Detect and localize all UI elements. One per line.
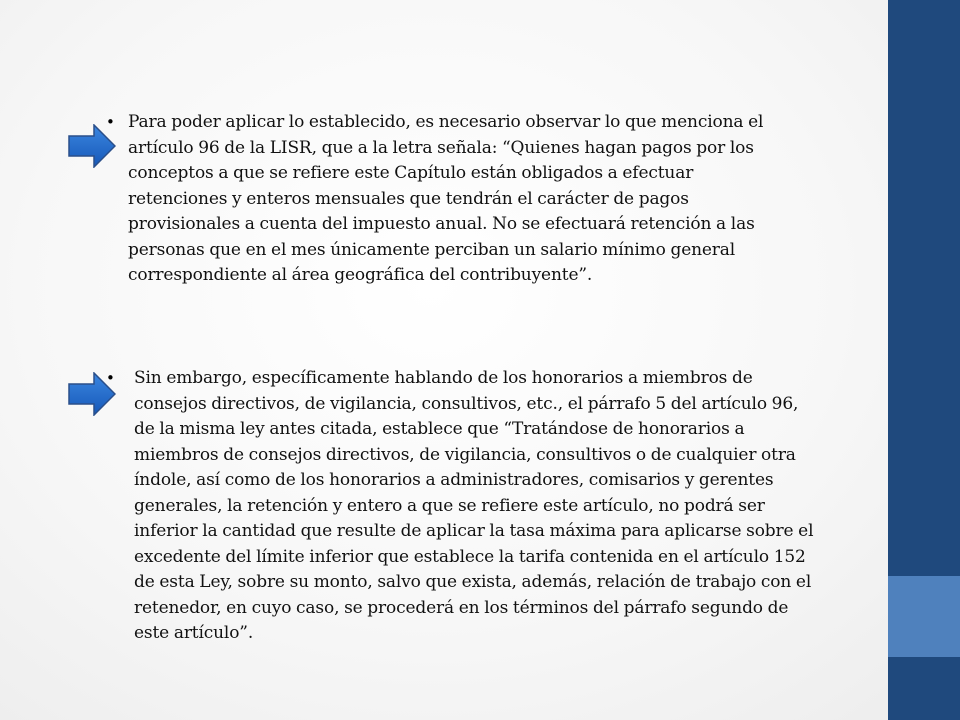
- bullet-marker: •: [106, 113, 115, 131]
- paragraph-article-96: Para poder aplicar lo establecido, es necesario observar lo que menciona el artículo 96 de la LISR, que a la letra señala: “Quienes hagan pagos por los conceptos a que se refiere este Capítulo están obligados a efectuar retenciones y enteros mensuales que tendrán el carácter de pagos provisionales a cuenta del impuesto anual. No se efectuará retención a las personas que en el mes únicamente perciban un salario mínimo general correspondiente al área geográfica del contribuyente”.: [128, 112, 764, 285]
- bullet-marker: •: [106, 369, 115, 387]
- paragraph-honorarios: Sin embargo, específicamente hablando de los honorarios a miembros de consejos directivos, de vigilancia, consultivos, etc., el párrafo 5 del artículo 96, de la misma ley antes citada, establece que “Tratándose de honorarios a miembros de consejos directivos, de vigilancia, consultivos o de cualquier otra índole, así como de los honorarios a administradores, comisarios y gerentes generales, la retención y entero a que se refiere este artículo, no podrá ser inferior la cantidad que resulte de aplicar la tasa máxima para aplicarse sobre el excedente del límite inferior que establece la tarifa contenida en el artículo 152 de esta Ley, sobre su monto, salvo que exista, además, relación de trabajo con el retenedor, en cuyo caso, se procederá en los términos del párrafo segundo de este artículo”.: [134, 368, 814, 643]
- side-accent-block: [888, 576, 960, 657]
